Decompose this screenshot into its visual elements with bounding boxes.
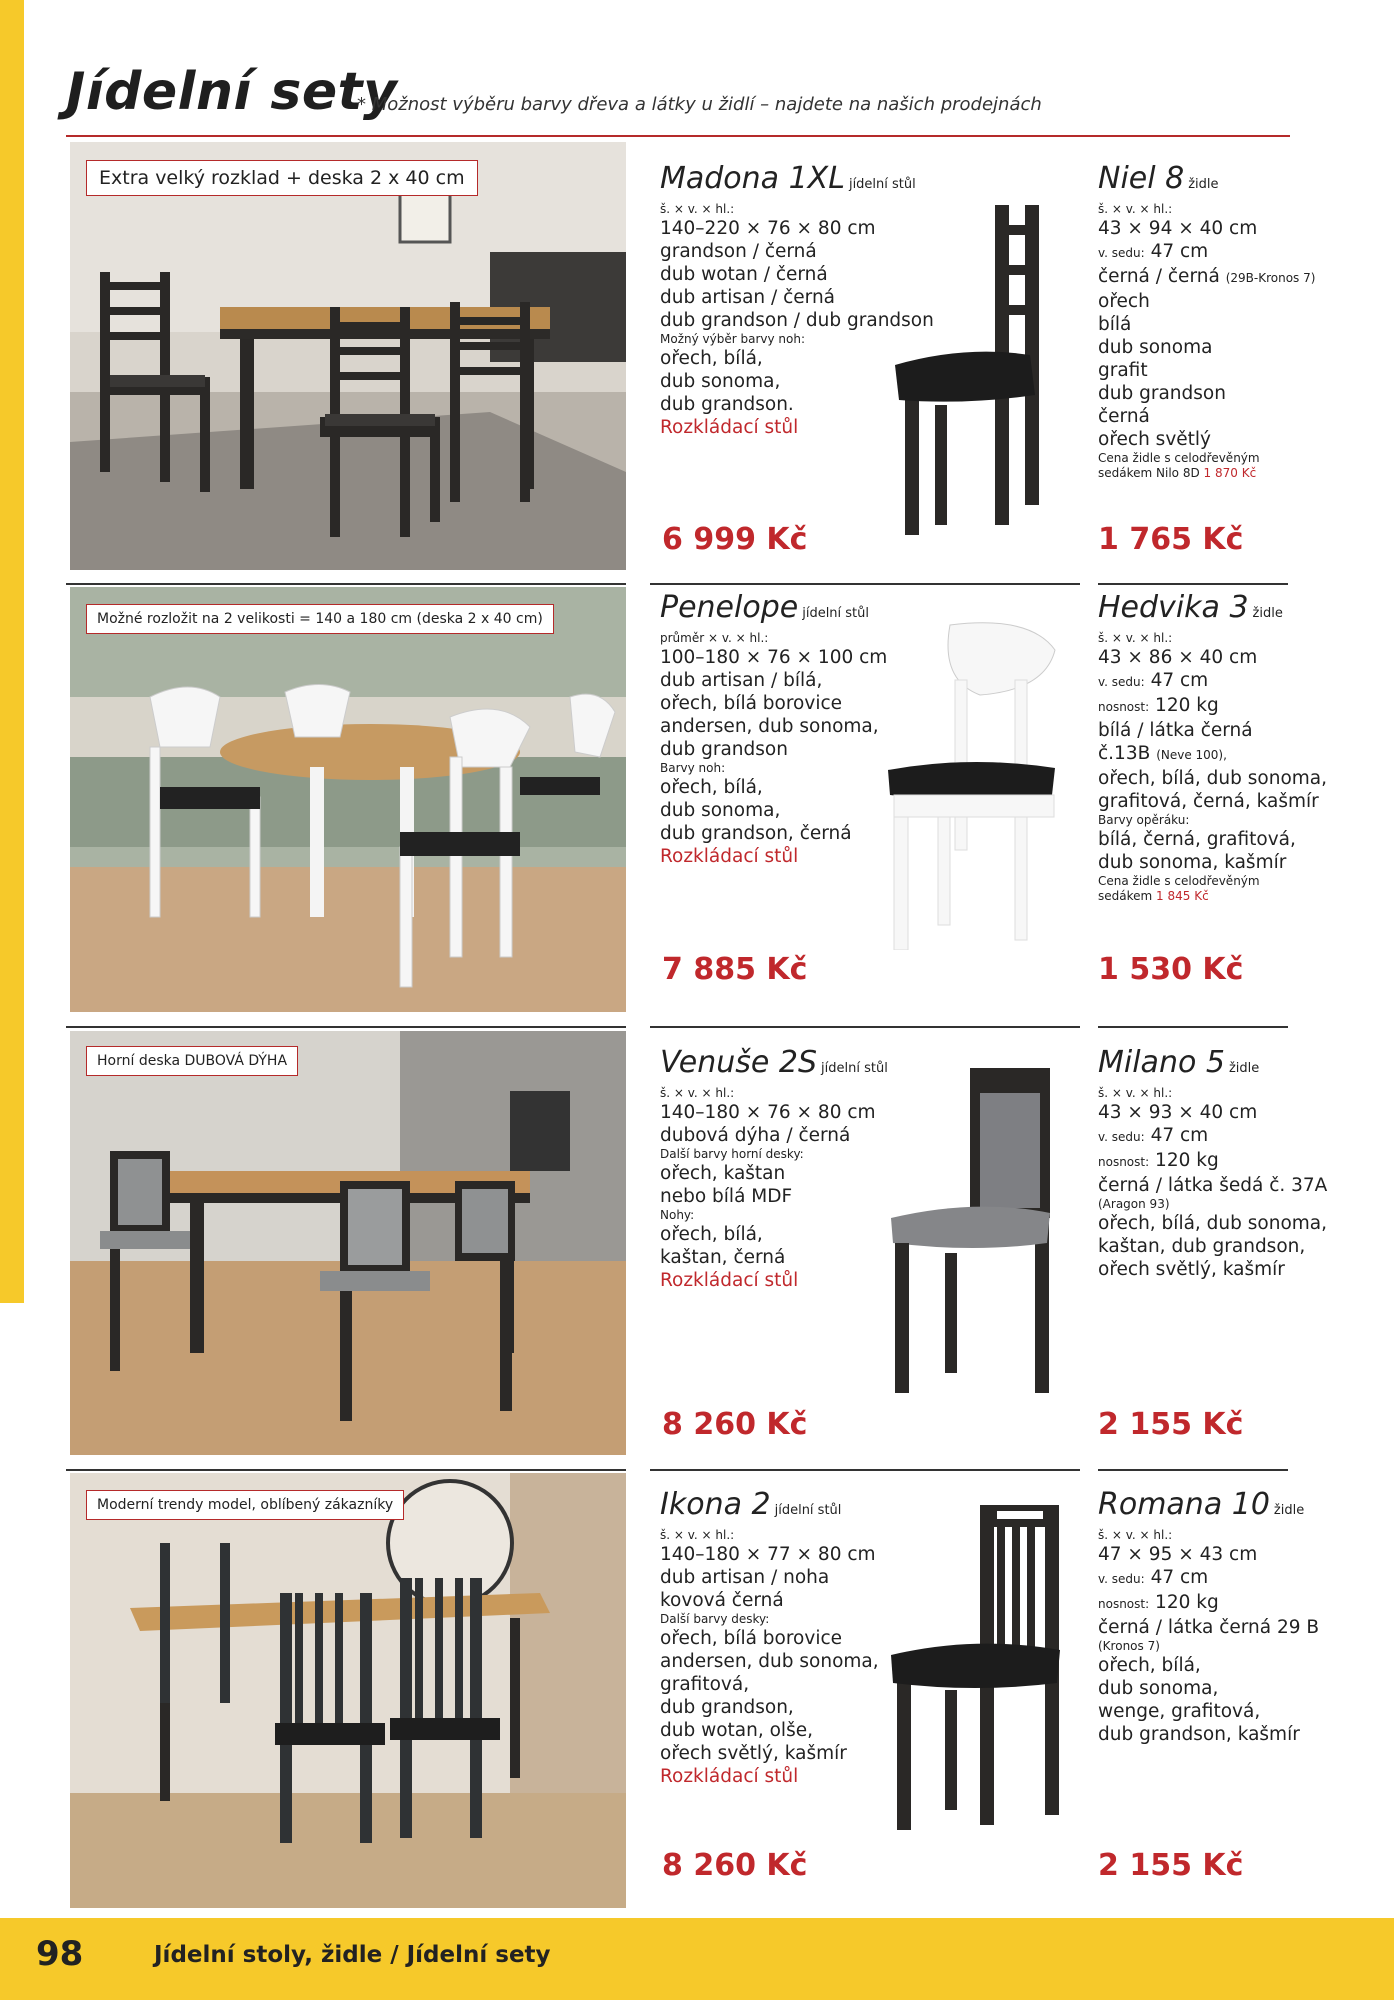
spec-line: č.13B — [1098, 743, 1151, 764]
product-kind: židle — [1252, 606, 1283, 621]
spec-line: wenge, grafitová, — [1098, 1701, 1261, 1722]
product-photo-venuse-set — [70, 1031, 626, 1455]
load-label: nosnost: — [1098, 700, 1150, 714]
row-divider — [650, 1469, 1080, 1471]
product-name: Milano 5 — [1098, 1045, 1225, 1080]
spec-line: grafit — [1098, 360, 1148, 381]
spec-line: bílá, černá, grafitová, — [1098, 829, 1296, 850]
sub-label: Barvy noh: — [660, 761, 726, 775]
chair-photo-romana-10 — [885, 1505, 1065, 1835]
spec-line: 100–180 × 76 × 100 cm — [660, 647, 888, 668]
seat-value: 47 cm — [1150, 1567, 1209, 1588]
spec-line: ořech — [1098, 291, 1150, 312]
footnote-price: 1 870 Kč — [1203, 466, 1257, 480]
row-divider — [1098, 1026, 1288, 1028]
spec-line: dub wotan / černá — [660, 264, 828, 285]
spec-line: ořech světlý, kašmír — [1098, 1259, 1285, 1280]
spec-line: 140–180 × 77 × 80 cm — [660, 1544, 876, 1565]
spec-line: ořech světlý — [1098, 429, 1211, 450]
seat-label: v. sedu: — [1098, 1130, 1145, 1144]
spec-line: 140–180 × 76 × 80 cm — [660, 1102, 876, 1123]
spec-line: dub grandson — [1098, 383, 1226, 404]
spec-line: dub sonoma, — [1098, 1678, 1219, 1699]
product-milano-5 — [1098, 1046, 1394, 1281]
spec-line: grafitová, — [660, 1674, 750, 1695]
product-kind: jídelní stůl — [774, 1503, 842, 1518]
product-name: Niel 8 — [1098, 161, 1185, 196]
spec-line: ořech, kaštan — [660, 1163, 786, 1184]
dims-label: š. × v. × hl.: — [1098, 202, 1173, 216]
footer-section-title: Jídelní stoly, židle / Jídelní sety — [154, 1942, 551, 1968]
spec-line: ořech, bílá, — [1098, 1655, 1201, 1676]
color-main: černá / látka šedá č. 37A — [1098, 1175, 1328, 1196]
callout-label: Extra velký rozklad + deska 2 x 40 cm — [86, 160, 478, 196]
spec-line: dub artisan / bílá, — [660, 670, 823, 691]
seat-label: v. sedu: — [1098, 675, 1145, 689]
sub-label: Nohy: — [660, 1208, 695, 1222]
price-chair: 1 530 Kč — [1098, 952, 1244, 987]
load-value: 120 kg — [1155, 1592, 1219, 1613]
callout-label: Horní deska DUBOVÁ DÝHA — [86, 1046, 298, 1076]
callout-label: Možné rozložit na 2 velikosti = 140 a 180 cm (deska 2 x 40 cm) — [86, 604, 554, 634]
code-note: (Aragon 93) — [1098, 1197, 1170, 1211]
product-name: Hedvika 3 — [1098, 590, 1249, 625]
price-table: 8 260 Kč — [662, 1848, 808, 1883]
spec-line: ořech, bílá, — [660, 777, 763, 798]
spec-line: dub sonoma — [1098, 337, 1213, 358]
row-divider — [1098, 583, 1288, 585]
spec-line: ořech, bílá borovice — [660, 693, 843, 714]
spec-line: ořech, bílá borovice — [660, 1628, 843, 1649]
product-kind: jídelní stůl — [821, 1061, 888, 1076]
product-kind: jídelní stůl — [848, 177, 916, 192]
seat-label: v. sedu: — [1098, 246, 1145, 260]
spec-line: černá — [1098, 406, 1150, 427]
load-label: nosnost: — [1098, 1597, 1150, 1611]
product-name: Madona 1XL — [660, 161, 845, 196]
product-name: Penelope — [660, 590, 799, 625]
spec-line: dub sonoma, — [660, 800, 781, 821]
extending-note: Rozkládací stůl — [660, 1270, 799, 1291]
callout-label: Moderní trendy model, oblíbený zákazníky — [86, 1490, 404, 1520]
spec-line: dub grandson — [660, 739, 788, 760]
spec-line: dub sonoma, kašmír — [1098, 852, 1287, 873]
price-chair: 2 155 Kč — [1098, 1848, 1244, 1883]
spec-line: kovová černá — [660, 1590, 784, 1611]
code-note: (Kronos 7) — [1098, 1639, 1160, 1653]
product-photo-madona-set — [70, 142, 626, 570]
color-main: černá / černá — [1098, 266, 1220, 287]
dims-label: š. × v. × hl.: — [660, 1086, 735, 1100]
dims-label: průměr × v. × hl.: — [660, 631, 769, 645]
spec-line: bílá / látka černá — [1098, 720, 1253, 741]
page-note: * Možnost výběru barvy dřeva a látky u židlí – najdete na našich prodejnách — [357, 94, 1042, 115]
product-name: Romana 10 — [1098, 1487, 1270, 1522]
spec-line: dub grandson, — [660, 1697, 794, 1718]
spec-line: kaštan, černá — [660, 1247, 786, 1268]
product-kind: jídelní stůl — [802, 606, 870, 621]
spec-line: 47 × 95 × 43 cm — [1098, 1544, 1258, 1565]
code-note: (Neve 100), — [1156, 748, 1227, 762]
footnote: Cena židle s celodřevěným — [1098, 451, 1260, 465]
spec-line: ořech, bílá, — [660, 1224, 763, 1245]
product-kind: židle — [1188, 177, 1219, 192]
chair-photo-niel-8 — [885, 205, 1065, 535]
product-kind: židle — [1273, 1503, 1305, 1518]
chair-photo-hedvika-3 — [880, 620, 1060, 950]
price-table: 8 260 Kč — [662, 1407, 808, 1442]
product-name: Ikona 2 — [660, 1487, 771, 1522]
spec-line: 140–220 × 76 × 80 cm — [660, 218, 876, 239]
price-chair: 1 765 Kč — [1098, 522, 1244, 557]
product-photo-penelope-set — [70, 587, 626, 1012]
price-table: 7 885 Kč — [662, 952, 808, 987]
seat-value: 47 cm — [1150, 1125, 1209, 1146]
row-divider — [650, 1026, 1080, 1028]
header-rule — [66, 135, 1290, 137]
page-number: 98 — [36, 1934, 84, 1974]
sub-label: Další barvy desky: — [660, 1612, 770, 1626]
spec-line: 43 × 94 × 40 cm — [1098, 218, 1258, 239]
spec-line: 43 × 86 × 40 cm — [1098, 647, 1258, 668]
load-value: 120 kg — [1155, 695, 1219, 716]
spec-line: dub wotan, olše, — [660, 1720, 813, 1741]
seat-label: v. sedu: — [1098, 1572, 1145, 1586]
sub-label: Možný výběr barvy noh: — [660, 332, 805, 346]
product-photo-ikona-set — [70, 1473, 626, 1908]
product-niel-8 — [1098, 162, 1394, 481]
spec-line: dub artisan / noha — [660, 1567, 830, 1588]
spec-line: dubová dýha / černá — [660, 1125, 851, 1146]
spec-line: dub grandson / dub grandson — [660, 310, 934, 331]
spec-line: ořech světlý, kašmír — [660, 1743, 847, 1764]
footnote: sedákem — [1098, 889, 1153, 903]
extending-note: Rozkládací stůl — [660, 846, 799, 867]
product-kind: židle — [1228, 1061, 1260, 1076]
spec-line: grafitová, černá, kašmír — [1098, 791, 1319, 812]
extending-note: Rozkládací stůl — [660, 1766, 799, 1787]
color-main: černá / látka černá 29 B — [1098, 1617, 1320, 1638]
dims-label: š. × v. × hl.: — [660, 202, 735, 216]
row-divider — [66, 1469, 626, 1471]
spec-line: dub grandson, kašmír — [1098, 1724, 1300, 1745]
sub-label: Barvy opěráku: — [1098, 813, 1190, 827]
spec-line: ořech, bílá, — [660, 348, 763, 369]
price-chair: 2 155 Kč — [1098, 1407, 1244, 1442]
row-divider — [66, 583, 626, 585]
price-table: 6 999 Kč — [662, 522, 808, 557]
footnote-price: 1 845 Kč — [1156, 889, 1209, 903]
spec-line: dub grandson. — [660, 394, 794, 415]
footnote: Cena židle s celodřevěným — [1098, 874, 1260, 888]
spec-line: dub grandson, černá — [660, 823, 852, 844]
spec-line: bílá — [1098, 314, 1132, 335]
row-divider — [650, 583, 1080, 585]
spec-line: 43 × 93 × 40 cm — [1098, 1102, 1258, 1123]
spec-line: grandson / černá — [660, 241, 817, 262]
spec-line: andersen, dub sonoma, — [660, 1651, 879, 1672]
seat-value: 47 cm — [1150, 241, 1209, 262]
dims-label: š. × v. × hl.: — [1098, 1528, 1173, 1542]
load-label: nosnost: — [1098, 1155, 1150, 1169]
product-name: Venuše 2S — [660, 1045, 818, 1080]
load-value: 120 kg — [1155, 1150, 1219, 1171]
product-hedvika-3 — [1098, 591, 1394, 904]
seat-value: 47 cm — [1150, 670, 1209, 691]
sub-label: Další barvy horní desky: — [660, 1147, 804, 1161]
page-title: Jídelní sety — [66, 62, 398, 122]
spec-line: ořech, bílá, dub sonoma, — [1098, 1213, 1328, 1234]
spec-line: andersen, dub sonoma, — [660, 716, 879, 737]
footnote: sedákem Nilo 8D — [1098, 466, 1200, 480]
yellow-side-bar — [0, 0, 24, 1303]
extending-note: Rozkládací stůl — [660, 417, 799, 438]
dims-label: š. × v. × hl.: — [1098, 631, 1173, 645]
row-divider — [1098, 1469, 1288, 1471]
dims-label: š. × v. × hl.: — [660, 1528, 735, 1542]
product-romana-10 — [1098, 1488, 1394, 1746]
spec-line: dub artisan / černá — [660, 287, 836, 308]
spec-line: kaštan, dub grandson, — [1098, 1236, 1306, 1257]
color-note: (29B-Kronos 7) — [1225, 271, 1316, 285]
chair-photo-milano-5 — [885, 1068, 1055, 1398]
row-divider — [66, 1026, 626, 1028]
spec-line: dub sonoma, — [660, 371, 781, 392]
spec-line: ořech, bílá, dub sonoma, — [1098, 768, 1328, 789]
spec-line: nebo bílá MDF — [660, 1186, 793, 1207]
dims-label: š. × v. × hl.: — [1098, 1086, 1173, 1100]
